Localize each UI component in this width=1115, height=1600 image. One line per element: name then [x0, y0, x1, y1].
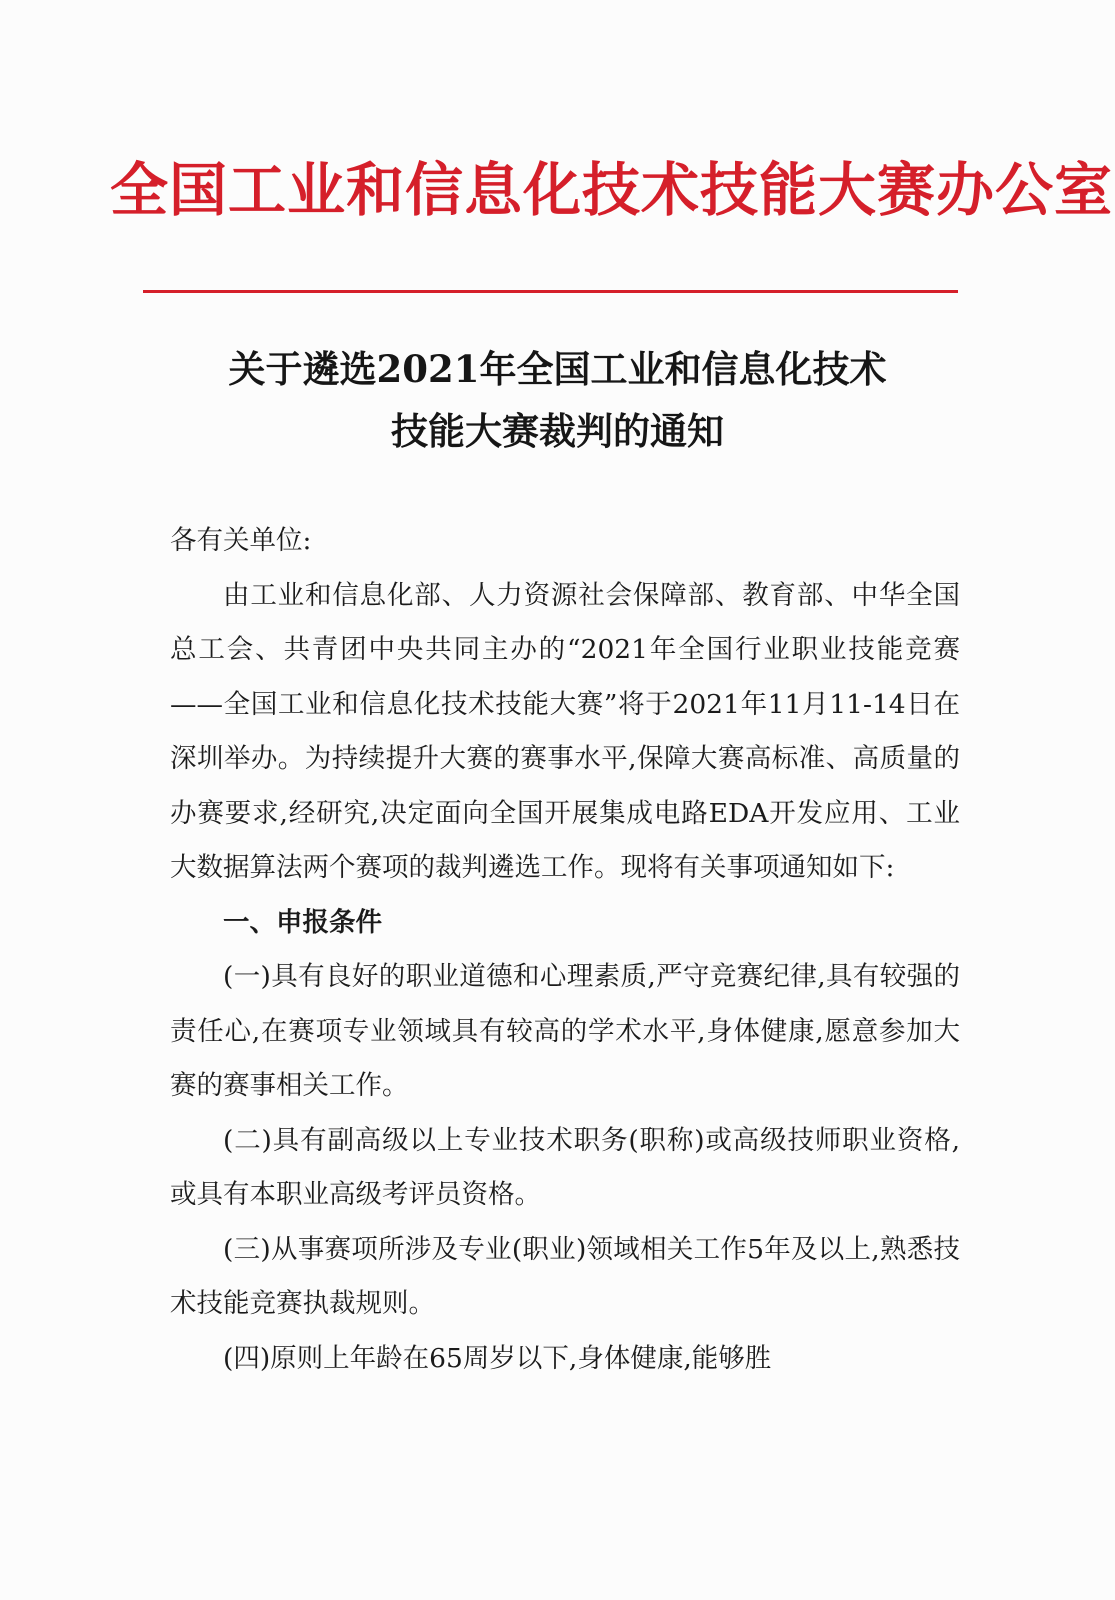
masthead-title: 全国工业和信息化技术技能大赛办公室: [110, 156, 1114, 224]
masthead-red-rule: [143, 290, 958, 293]
section-heading-1: 一、申报条件: [223, 906, 382, 938]
salutation: 各有关单位:: [170, 525, 312, 556]
document-title: [150, 338, 965, 462]
requirement-item-2: (二)具有副高级以上专业技术职务(职称)或高级技师职业资格,或具有本职业高级考评员资格。: [170, 1124, 960, 1210]
requirement-item-3: (三)从事赛项所涉及专业(职业)领域相关工作5年及以上,熟悉技术技能竞赛执裁规则。: [170, 1233, 960, 1319]
intro-paragraph: 由工业和信息化部、人力资源社会保障部、教育部、中华全国总工会、共青团中央共同主办的“2021年全国行业职业技能竞赛——全国工业和信息化技术技能大赛”将于2021年11月11-14日在深圳举办。为持续提升大赛的赛事水平,保障大赛高标准、高质量的办赛要求,经研究,决定面向全国开展集成电路EDA开发应用、工业大数据算法两个赛项的裁判遴选工作。现将有关事项通知如下:: [170, 579, 960, 883]
requirement-item-1: (一)具有良好的职业道德和心理素质,严守竞赛纪律,具有较强的责任心,在赛项专业领域具有较高的学术水平,身体健康,愿意参加大赛的赛事相关工作。: [170, 961, 960, 1101]
requirement-item-4: (四)原则上年龄在65周岁以下,身体健康,能够胜: [223, 1342, 772, 1374]
document-title-line-1: 关于遴选2021年全国工业和信息化技术: [228, 347, 887, 391]
document-title-line-2: 技能大赛裁判的通知: [391, 409, 724, 453]
document-body: [170, 514, 960, 1386]
